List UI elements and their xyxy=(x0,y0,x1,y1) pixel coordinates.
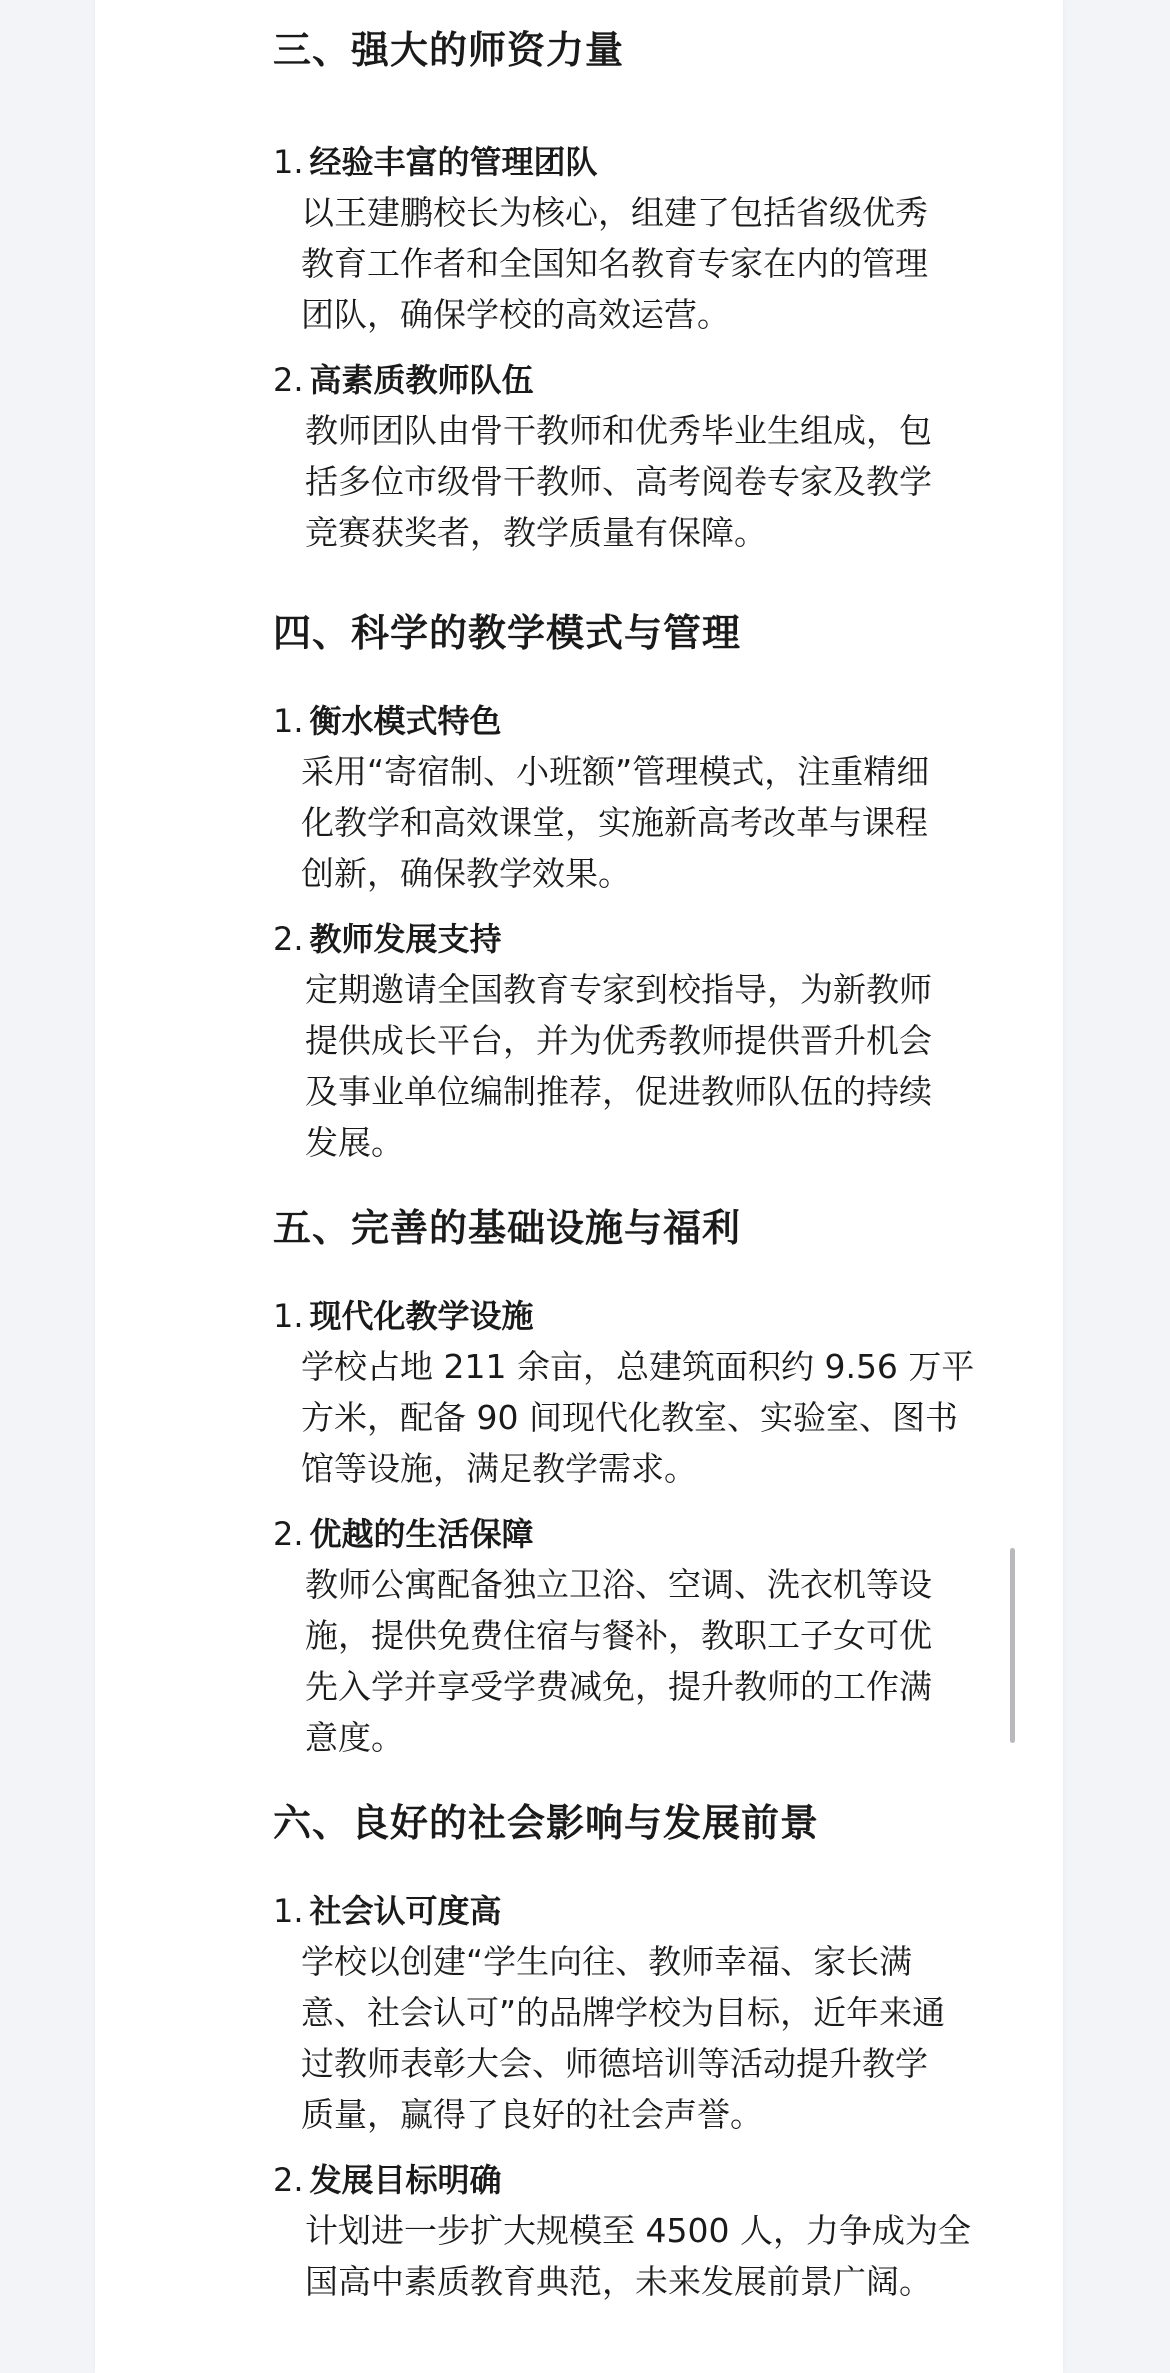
item-title xyxy=(273,355,1170,405)
item-title-text: 社会认可度高 xyxy=(309,1892,502,1930)
body-line: 计划进一步扩大规模至 4500 人，力争成为全 xyxy=(305,2211,971,2250)
item-body xyxy=(305,964,1005,1168)
body-line: 定期邀请全国教育专家到校指导，为新教师 xyxy=(305,970,932,1009)
body-line: 化教学和高效课堂，实施新高考改革与课程 xyxy=(301,803,928,842)
section-title: 五、完善的基础设施与福利 xyxy=(273,1206,742,1250)
item-title xyxy=(273,137,1170,187)
item-body xyxy=(301,187,1001,340)
item-title-text: 现代化教学设施 xyxy=(309,1297,534,1335)
list-item xyxy=(273,1509,1170,1763)
body-line: 教师公寓配备独立卫浴、空调、洗衣机等设 xyxy=(305,1565,932,1604)
body-line: 施，提供免费住宿与餐补，教职工子女可优 xyxy=(305,1616,932,1655)
section-4 xyxy=(273,603,1170,1168)
item-title xyxy=(273,2155,1170,2205)
body-line: 以王建鹏校长为核心，组建了包括省级优秀 xyxy=(301,193,928,232)
item-title-text: 衡水模式特色 xyxy=(309,702,502,740)
body-line: 教育工作者和全国知名教育专家在内的管理 xyxy=(301,244,928,283)
item-title xyxy=(273,1509,1170,1559)
item-body xyxy=(305,405,1005,558)
item-number: 1. xyxy=(273,1297,304,1335)
item-title xyxy=(273,1886,1170,1936)
section-title: 四、科学的教学模式与管理 xyxy=(273,611,742,655)
section-title: 三、强大的师资力量 xyxy=(273,28,625,72)
body-line: 馆等设施，满足教学需求。 xyxy=(301,1449,697,1488)
body-line: 质量，赢得了良好的社会声誉。 xyxy=(301,2095,763,2134)
document-content xyxy=(273,20,1170,2307)
scrollbar[interactable] xyxy=(1010,1548,1015,1743)
item-body xyxy=(301,746,1001,899)
item-title-text: 教师发展支持 xyxy=(309,920,502,958)
section-6 xyxy=(273,1793,1170,2307)
body-line: 先入学并享受学费减免，提升教师的工作满 xyxy=(305,1667,932,1706)
list-item xyxy=(273,1291,1170,1494)
body-line: 学校以创建“学生向往、教师幸福、家长满 xyxy=(301,1942,913,1981)
item-number: 2. xyxy=(273,920,304,958)
item-number: 2. xyxy=(273,361,304,399)
list-item xyxy=(273,914,1170,1168)
body-line: 发展。 xyxy=(305,1123,404,1162)
body-line: 括多位市级骨干教师、高考阅卷专家及教学 xyxy=(305,462,932,501)
body-line: 过教师表彰大会、师德培训等活动提升教学 xyxy=(301,2044,928,2083)
body-line: 教师团队由骨干教师和优秀毕业生组成，包 xyxy=(305,411,932,450)
body-line: 意度。 xyxy=(305,1718,404,1757)
list-item xyxy=(273,1886,1170,2140)
list-item xyxy=(273,355,1170,558)
body-line: 提供成长平台，并为优秀教师提供晋升机会 xyxy=(305,1021,932,1060)
item-title xyxy=(273,1291,1170,1341)
item-title xyxy=(273,696,1170,746)
body-line: 采用“寄宿制、小班额”管理模式，注重精细 xyxy=(301,752,930,791)
item-number: 1. xyxy=(273,702,304,740)
section-5 xyxy=(273,1198,1170,1763)
body-line: 学校占地 211 余亩，总建筑面积约 9.56 万平 xyxy=(301,1347,975,1386)
item-title-text: 高素质教师队伍 xyxy=(309,361,534,399)
item-body xyxy=(301,1936,1001,2140)
item-body xyxy=(301,1341,1001,1494)
list-item xyxy=(273,696,1170,899)
body-line: 团队，确保学校的高效运营。 xyxy=(301,295,730,334)
item-number: 1. xyxy=(273,1892,304,1930)
item-body xyxy=(305,2205,1005,2307)
item-number: 1. xyxy=(273,143,304,181)
body-line: 及事业单位编制推荐，促进教师队伍的持续 xyxy=(305,1072,932,1111)
item-title-text: 经验丰富的管理团队 xyxy=(309,143,598,181)
body-line: 竞赛获奖者，教学质量有保障。 xyxy=(305,513,767,552)
item-title-text: 优越的生活保障 xyxy=(309,1515,534,1553)
body-line: 方米，配备 90 间现代化教室、实验室、图书 xyxy=(301,1398,958,1437)
document-page xyxy=(95,0,1063,2373)
list-item xyxy=(273,2155,1170,2307)
body-line: 创新，确保教学效果。 xyxy=(301,854,631,893)
body-line: 国高中素质教育典范，未来发展前景广阔。 xyxy=(305,2262,932,2301)
body-line: 意、社会认可”的品牌学校为目标，近年来通 xyxy=(301,1993,946,2032)
list-item xyxy=(273,137,1170,340)
item-number: 2. xyxy=(273,2161,304,2199)
item-title-text: 发展目标明确 xyxy=(309,2161,502,2199)
section-3 xyxy=(273,20,1170,558)
item-number: 2. xyxy=(273,1515,304,1553)
item-title xyxy=(273,914,1170,964)
item-body xyxy=(305,1559,1005,1763)
section-title: 六、良好的社会影响与发展前景 xyxy=(273,1801,820,1845)
